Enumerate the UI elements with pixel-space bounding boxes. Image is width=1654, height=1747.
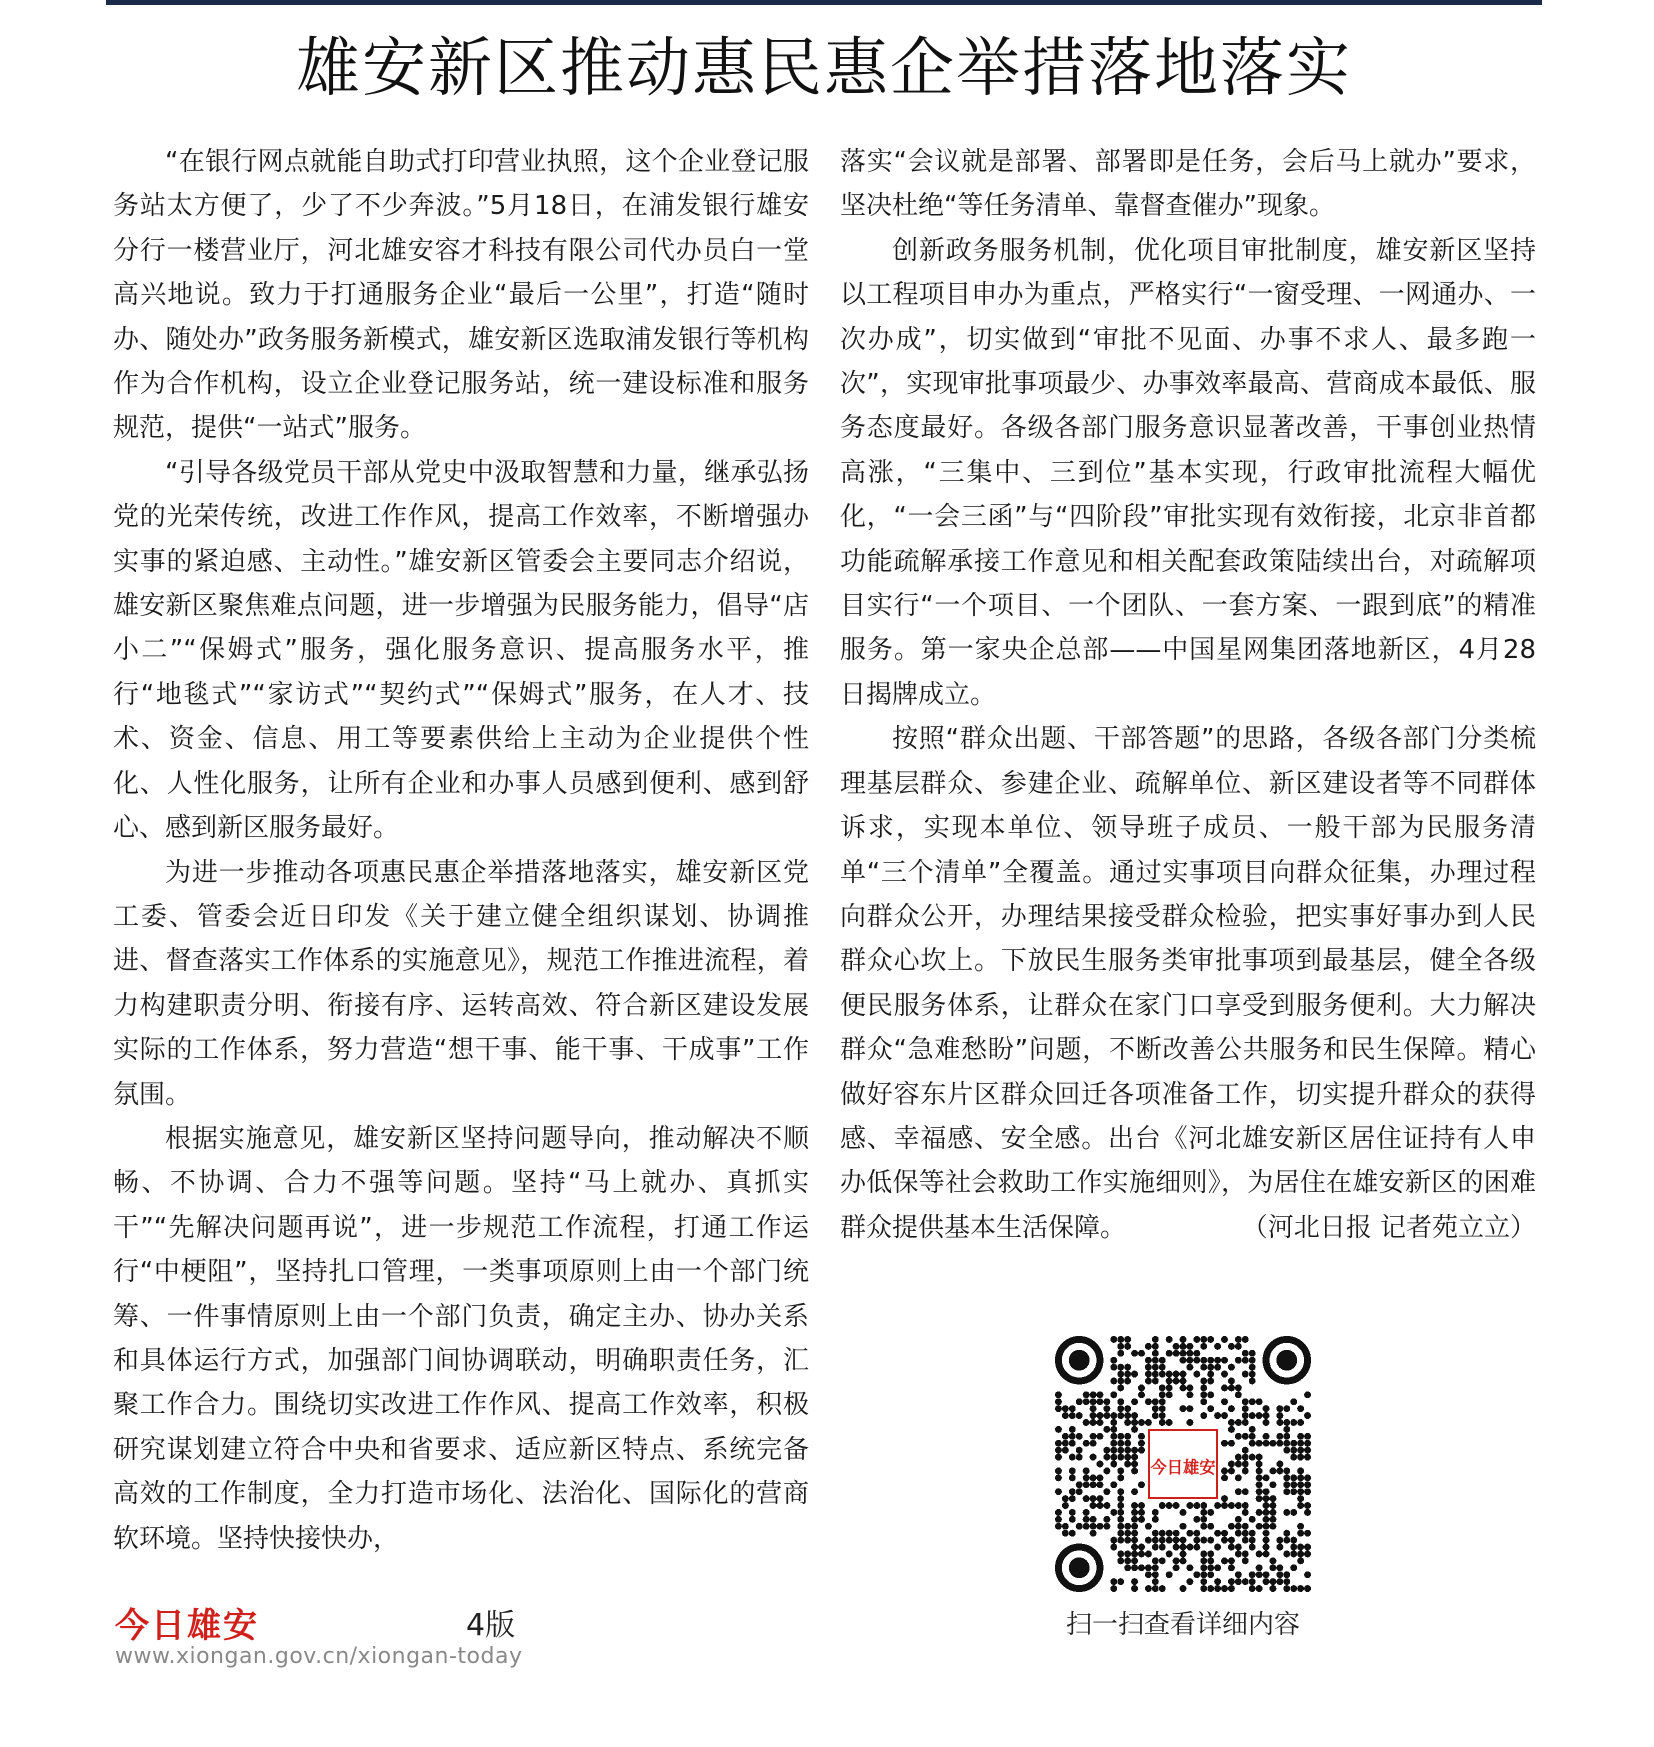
paragraph: 创新政务服务机制，优化项目审批制度，雄安新区坚持以工程项目申办为重点，严格实行“一窗受理、一网通办、一次办成”，切实做到“审批不见面、办事不求人、最多跑一次”，实现审批事项最少、办事效率最高、营商成本最低、服务态度最好。各级各部门服务意识显著改善，干事创业热情高涨，“三集中、三到位”基本实现，行政审批流程大幅优化，“一会三函”与“四阶段”审批实现有效衔接，北京非首都功能疏解承接工作意见和相关配套政策陆续出台，对疏解项目实行“一个项目、一个团队、一套方案、一跟到底”的精准服务。第一家央企总部——中国星网集团落地新区，4月28日揭牌成立。 — [840, 235, 1536, 710]
qr-logo-text: 今日雄安 — [1150, 1457, 1216, 1477]
paragraph: “引导各级党员干部从党史中汲取智慧和力量，继承弘扬党的光荣传统，改进工作作风，提高工作效率，不断增强办实事的紧迫感、主动性。”雄安新区管委会主要同志介绍说，雄安新区聚焦难点问题，进一步增强为民服务能力，倡导“店小二”“保姆式”服务，强化服务意识、提高服务水平，推行“地毯式”“家访式”“契约式”“保姆式”服务，在人才、技术、资金、信息、用工等要素供给上主动为企业提供个性化、人性化服务，让所有企业和办事人员感到便利、感到舒心、感到新区服务最好。 — [113, 457, 809, 844]
paragraph-continuation: 落实“会议就是部署、部署即是任务，会后马上就办”要求，坚决杜绝“等任务清单、靠督查催办”现象。 — [840, 147, 1536, 222]
paragraph-text: 按照“群众出题、干部答题”的思路，各级各部门分类梳理基层群众、参建企业、疏解单位、新区建设者等不同群体诉求，实现本单位、领导班子成员、一般干部为民服务清单“三个清单”全覆盖。通过实事项目向群众征集，办理过程向群众公开，办理结果接受群众检验，把实事好事办到人民群众心坎上。下放民生服务类审批事项到最基层，健全各级便民服务体系，让群众在家门口享受到服务便利。大力解决群众“急难愁盼”问题，不断改善公共服务和民生保障。精心做好容东片区群众回迁各项准备工作，切实提升群众的获得感、幸福感、安全感。出台《河北雄安新区居住证持有人申办低保等社会救助工作实施细则》，为居住在雄安新区的困难群众提供基本生活保障。 — [840, 724, 1536, 1243]
byline: （河北日报 记者苑立立） — [1241, 1212, 1536, 1243]
paragraph: 为进一步推动各项惠民惠企举措落地落实，雄安新区党工委、管委会近日印发《关于建立健全组织谋划、协调推进、督查落实工作体系的实施意见》，规范工作推进流程，着力构建职责分明、衔接有序、运转高效、符合新区建设发展实际的工作体系，努力营造“想干事、能干事、干成事”工作氛围。 — [113, 857, 809, 1110]
article-column-left — [113, 140, 809, 1561]
paragraph: “在银行网点就能自助式打印营业执照，这个企业登记服务站太方便了，少了不少奔波。”5月18日，在浦发银行雄安分行一楼营业厅，河北雄安容才科技有限公司代办员白一堂高兴地说。致力于打通服务企业“最后一公里”，打造“随时办、随处办”政务服务新模式，雄安新区选取浦发银行等机构作为合作机构，设立企业登记服务站，统一建设标准和服务规范，提供“一站式”服务。 — [113, 147, 809, 444]
brand-logo: 今日雄安 — [115, 1606, 259, 1646]
qr-caption: 扫一扫查看详细内容 — [1065, 1610, 1300, 1640]
qr-code[interactable] — [1055, 1336, 1311, 1592]
qr-code-image — [1055, 1336, 1311, 1592]
paragraph — [840, 717, 1536, 1250]
top-rule — [106, 0, 1542, 5]
article-column-right — [840, 140, 1536, 1250]
page-number: 4版 — [466, 1608, 516, 1643]
article-headline: 雄安新区推动惠民惠企举措落地落实 — [296, 32, 1352, 106]
paragraph: 根据实施意见，雄安新区坚持问题导向，推动解决不顺畅、不协调、合力不强等问题。坚持“马上就办、真抓实干”“先解决问题再说”，进一步规范工作流程，打通工作运行“中梗阻”，坚持扎口管理，一类事项原则上由一个部门统筹、一件事情原则上由一个部门负责，确定主办、协办关系和具体运行方式，加强部门间协调联动，明确职责任务，汇聚工作合力。围绕切实改进工作作风、提高工作效率，积极研究谋划建立符合中央和省要求、适应新区特点、系统完备高效的工作制度，全力打造市场化、法治化、国际化的营商软环境。坚持快接快办， — [113, 1123, 809, 1554]
website-url[interactable]: www.xiongan.gov.cn/xiongan-today — [115, 1644, 523, 1669]
